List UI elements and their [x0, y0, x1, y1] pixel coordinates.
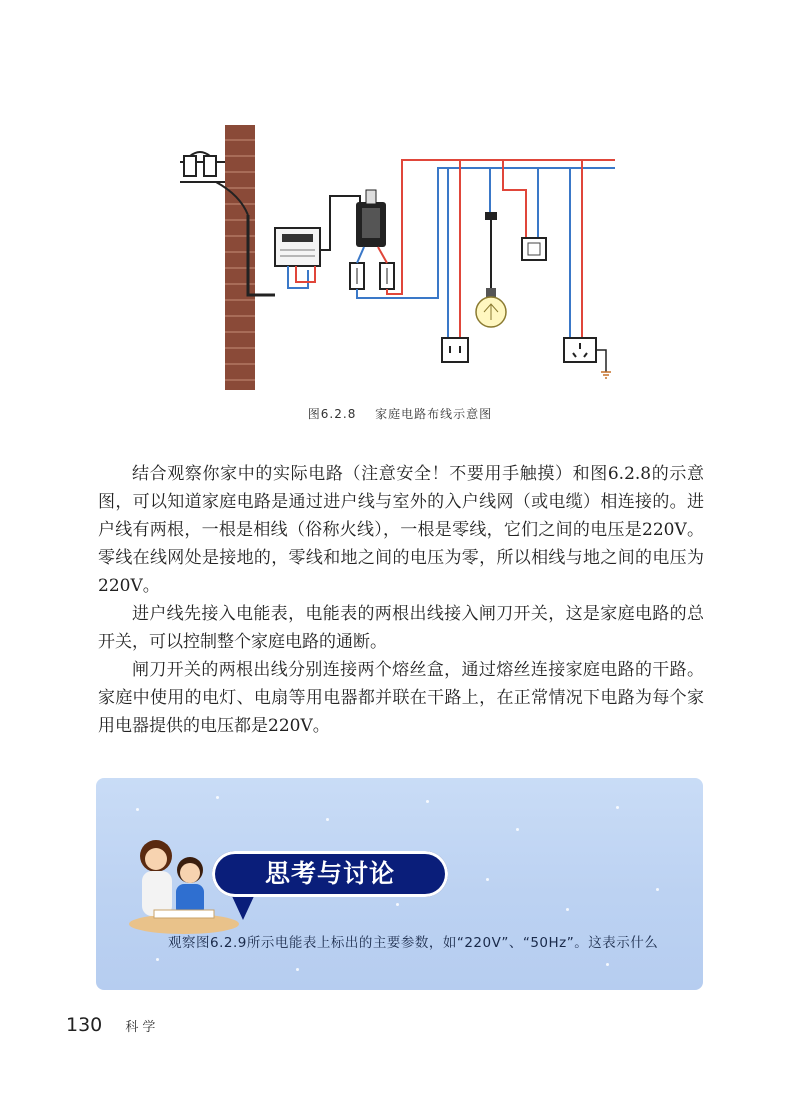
page-number: 130 — [66, 1014, 103, 1036]
energy-meter — [275, 228, 320, 266]
socket-three-pin — [564, 338, 611, 378]
paragraph: 闸刀开关的两根出线分别连接两个熔丝盒，通过熔丝连接家庭电路的干路。家庭中使用的电灯、电扇等用电器都并联在干路上，在正常情况下电路为每个家用电器提供的电压都是220V。 — [98, 660, 704, 736]
page-footer — [66, 1014, 159, 1036]
figure-number: 图6.2.8 — [307, 407, 357, 421]
discussion-box — [96, 778, 703, 990]
fuse-box-right — [380, 263, 394, 289]
wiring-diagram-svg — [170, 120, 640, 395]
discussion-banner: 思考与讨论 — [212, 851, 448, 897]
brick-wall — [225, 125, 255, 390]
body-text — [98, 460, 704, 740]
figure-title: 家庭电路布线示意图 — [375, 407, 493, 421]
speech-tail — [231, 894, 255, 920]
subject-label: 科学 — [125, 1020, 160, 1035]
wiring-diagram — [170, 120, 640, 395]
discussion-question: 观察图6.2.9所示电能表上标出的主要参数，如“220V”、“50Hz”。这表示什么 — [168, 935, 659, 951]
socket-two-pin — [442, 338, 468, 362]
figure-caption — [0, 405, 800, 422]
paragraph: 进户线先接入电能表，电能表的两根出线接入闸刀开关，这是家庭电路的总开关，可以控制整个家庭电路的通断。 — [98, 604, 704, 652]
fuse-box-left — [350, 263, 364, 289]
paragraph: 结合观察你家中的实际电路（注意安全！不要用手触摸）和图6.2.8的示意图，可以知道家庭电路是通过进户线与室外的入户线网（或电缆）相连接的。进户线有两根，一根是相线（俗称火线），一根是零线，它们之间的电压是220V。零线在线网处是接地的，零线和地之间的电压为零，所以相线与地之间的电压为220V。 — [98, 464, 704, 596]
wall-switch — [522, 238, 546, 260]
light-bulb — [476, 212, 506, 327]
